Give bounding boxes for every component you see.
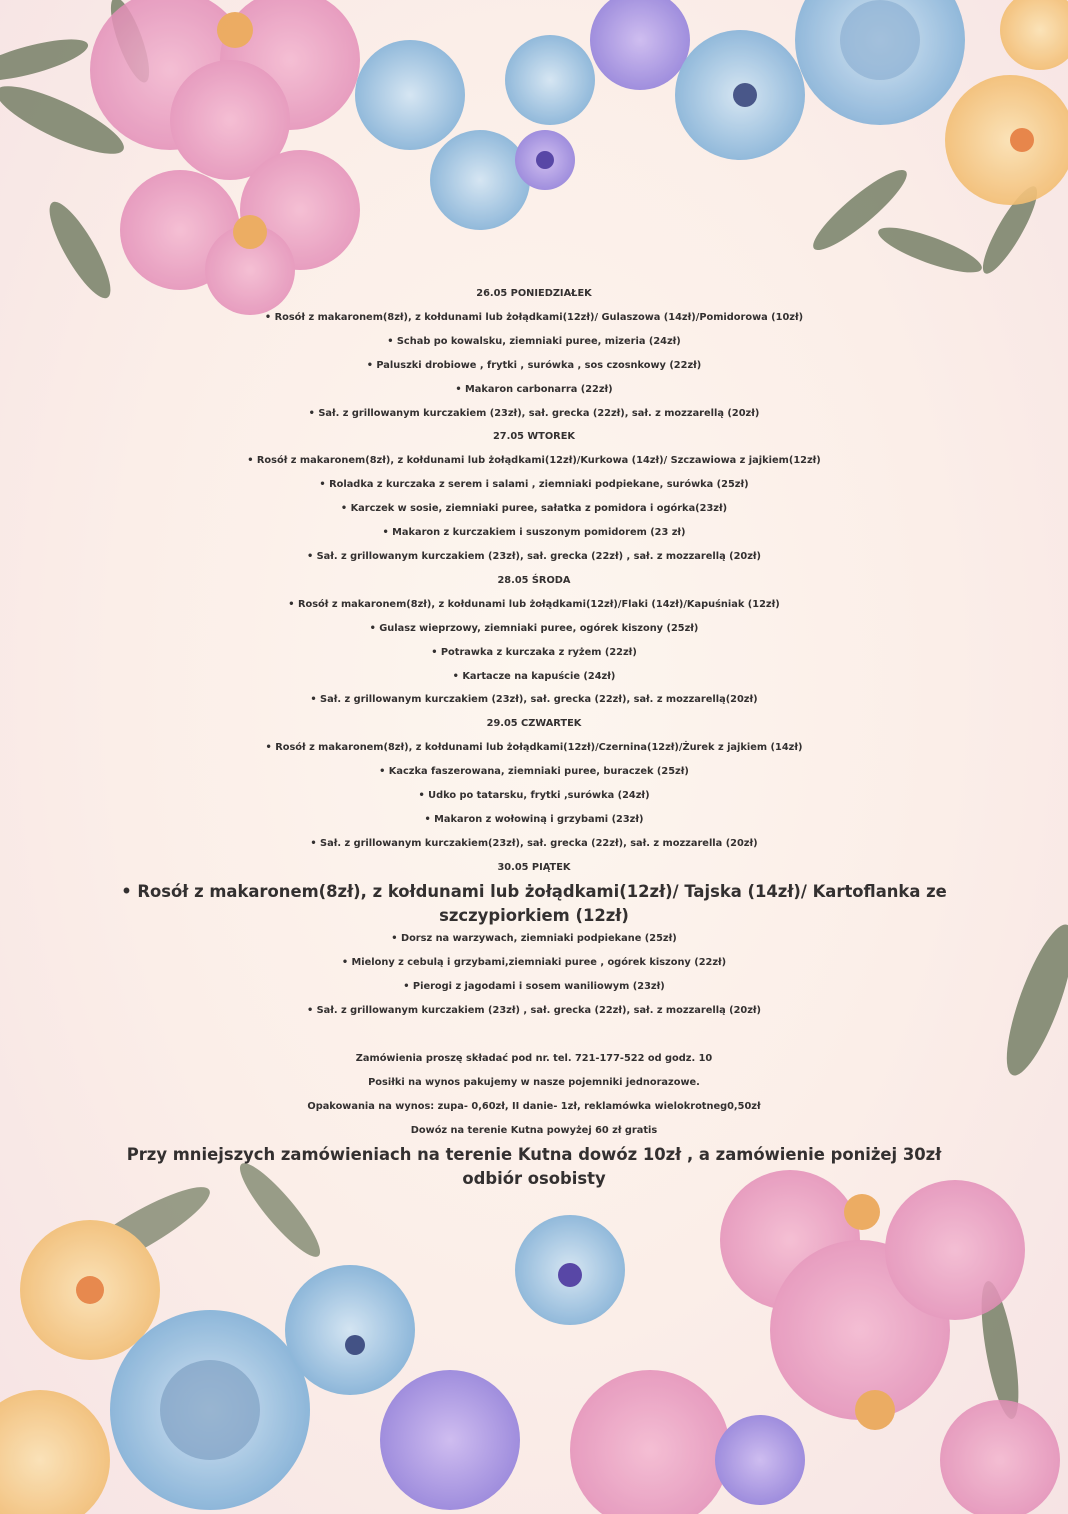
delivery-line: Dowóz na terenie Kutna powyżej 60 zł gratis: [410, 1124, 658, 1136]
menu-item: • Makaron carbonarra (22zł): [455, 383, 613, 395]
day-header: 29.05 CZWARTEK: [486, 718, 582, 730]
menu-item: • Potrawka z kurczaka z ryżem (22zł): [431, 646, 637, 658]
phone-line: Zamówienia proszę składać pod nr. tel. 721-177-522 od godz. 10: [355, 1053, 713, 1065]
menu-item: • Karczek w sosie, ziemniaki puree, sałatka z pomidora i ogórka(23zł): [340, 503, 728, 515]
menu-item: • Sał. z grillowanym kurczakiem (23zł) , sał. grecka (22zł), sał. z mozzarellą (20zł): [306, 1005, 762, 1017]
menu-item: • Rosół z makaronem(8zł), z kołdunami lub żołądkami(12zł)/Czernina(12zł)/Żurek z jajkiem (14zł): [265, 742, 803, 754]
packaging-line: Opakowania na wynos: zupa- 0,60zł, II danie- 1zł, reklamówka wielokrotneg0,50zł: [307, 1100, 761, 1112]
menu-item: • Sał. z grillowanym kurczakiem (23zł), sał. grecka (22zł), sał. z mozzarellą(20zł): [310, 694, 758, 706]
menu-item: • Sał. z grillowanym kurczakiem(23zł), sał. grecka (22zł), sał. z mozzarella (20zł): [310, 837, 758, 849]
menu-item: • Kartacze na kapuście (24zł): [452, 670, 616, 682]
menu-item: • Rosół z makaronem(8zł), z kołdunami lub żołądkami(12zł)/ Gulaszowa (14zł)/Pomidorowa (10zł): [264, 311, 804, 323]
day-header: 26.05 PONIEDZIAŁEK: [476, 288, 592, 299]
day-section: [0, 282, 1068, 425]
ordering-info: [0, 1047, 1068, 1190]
day-header: 28.05 ŚRODA: [497, 574, 571, 586]
menu-content: [0, 282, 1068, 1191]
menu-item: • Roladka z kurczaka z serem i salami , ziemniaki podpiekane, surówka (25zł): [319, 479, 749, 491]
takeaway-line: Posiłki na wynos pakujemy w nasze pojemniki jednorazowe.: [368, 1077, 700, 1088]
menu-item: • Sał. z grillowanym kurczakiem (23zł), sał. grecka (22zł), sał. z mozzarellą (20zł): [308, 407, 760, 419]
menu-item: • Udko po tatarsku, frytki ,surówka (24zł): [418, 790, 650, 802]
day-section: [0, 856, 1068, 1023]
day-header: 27.05 WTOREK: [492, 431, 576, 443]
day-header: 30.05 PIĄTEK: [497, 861, 571, 873]
spacer: [0, 1023, 1068, 1047]
day-section: [0, 569, 1068, 712]
menu-item: • Sał. z grillowanym kurczakiem (23zł), sał. grecka (22zł) , sał. z mozzarellą (20zł): [306, 550, 762, 562]
menu-item: • Makaron z wołowiną i grzybami (23zł): [424, 813, 644, 825]
menu-item: • Paluszki drobiowe , frytki , surówka , sos czosnkowy (22zł): [366, 359, 702, 371]
menu-item: • Mielony z cebulą i grzybami,ziemniaki puree , ogórek kiszony (22zł): [341, 957, 727, 969]
pink-flower-top-left: [90, 0, 360, 315]
menu-item: • Rosół z makaronem(8zł), z kołdunami lub żołądkami(12zł)/Flaki (14zł)/Kapuśniak (12zł): [288, 598, 780, 610]
menu-item: • Pierogi z jagodami i sosem waniliowym (23zł): [403, 981, 665, 993]
menu-item: • Dorsz na warzywach, ziemniaki podpiekane (25zł): [391, 933, 677, 945]
menu-item: • Kaczka faszerowana, ziemniaki puree, buraczek (25zł): [379, 766, 689, 778]
small-order-line: Przy mniejszych zamówieniach na terenie Kutna dowóz 10zł , a zamówienie poniżej 30zł odbiór osobisty: [126, 1144, 942, 1188]
flowers-bottom-right: [380, 1170, 1060, 1514]
day-section: [0, 712, 1068, 855]
day-section: [0, 425, 1068, 568]
menu-item: • Makaron z kurczakiem i suszonym pomidorem (23 zł): [382, 527, 686, 539]
menu-item: • Schab po kowalsku, ziemniaki puree, mizeria (24zł): [387, 335, 681, 347]
flowers-bottom-left: [0, 1155, 415, 1514]
menu-item: • Gulasz wieprzowy, ziemniaki puree, ogórek kiszony (25zł): [369, 622, 699, 634]
menu-item: • Rosół z makaronem(8zł), z kołdunami lub żołądkami(12zł)/ Tajska (14zł)/ Kartoflanka ze szczypiorkiem (12zł): [121, 881, 947, 925]
menu-item: • Rosół z makaronem(8zł), z kołdunami lub żołądkami(12zł)/Kurkowa (14zł)/ Szczawiowa z jajkiem(12zł): [247, 455, 821, 467]
